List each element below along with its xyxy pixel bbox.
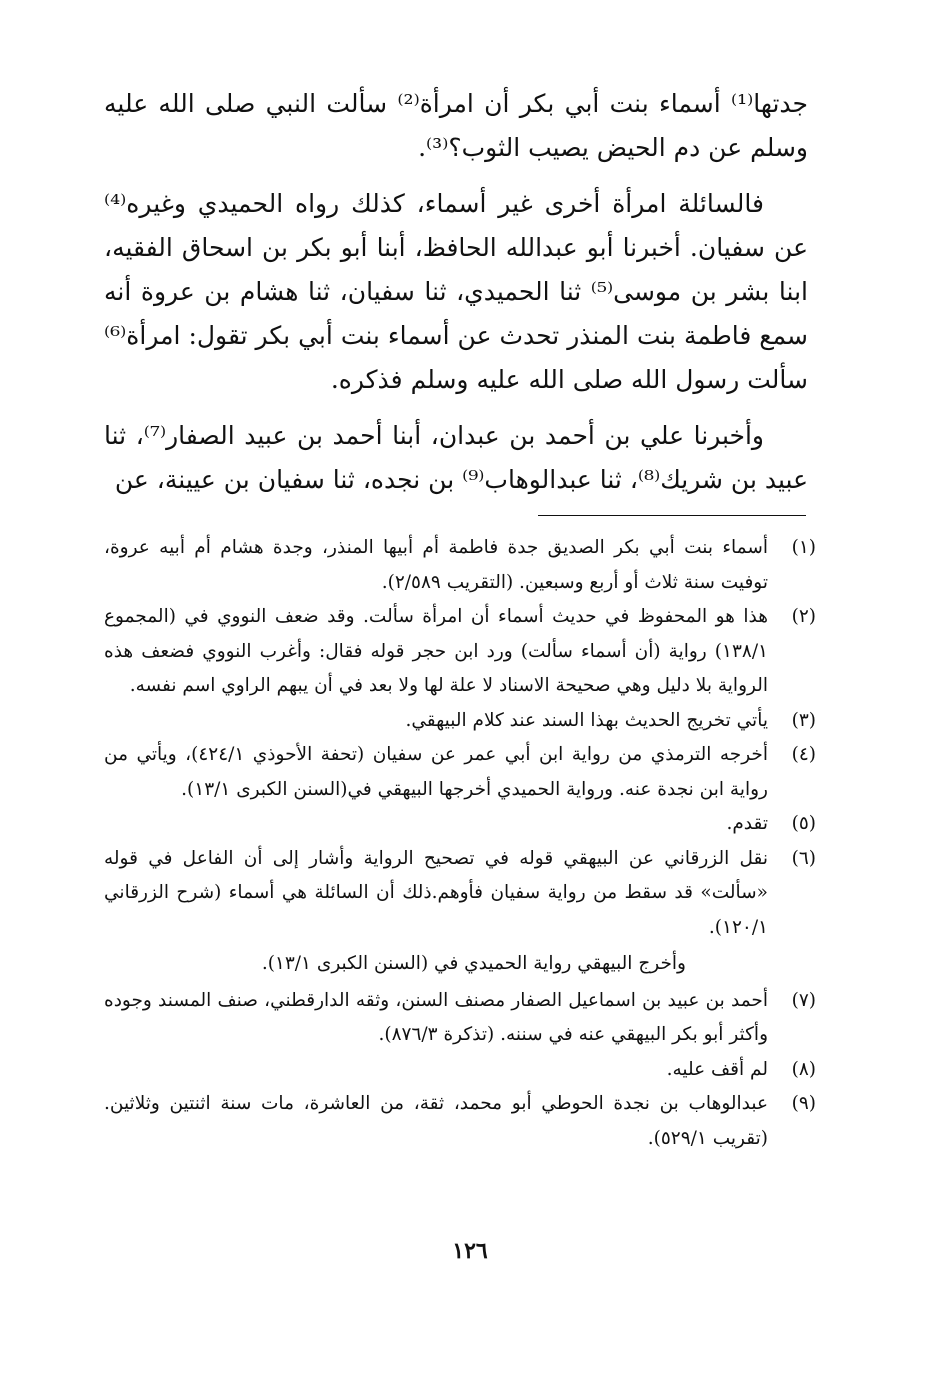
footnote <box>104 842 816 946</box>
footnote <box>104 600 816 704</box>
footnote-divider <box>538 515 806 516</box>
footnotes <box>104 531 816 1156</box>
paragraph-1: جدتها⁽¹⁾ أسماء بنت أبي بكر أن امرأة⁽²⁾ سألت النبي صلى الله عليه وسلم عن دم الحيض يصيب الثوب؟⁽³⁾. <box>104 89 808 162</box>
footnote-number: (٩) <box>791 1093 816 1114</box>
footnote <box>104 1087 816 1156</box>
footnote-number: (٤) <box>791 744 816 765</box>
footnote-continuation: وأخرج البيهقي رواية الحميدي في (السنن الكبرى ١٣/١). <box>261 953 686 974</box>
footnote-number: (٨) <box>791 1058 816 1080</box>
footnote-text: عبدالوهاب بن نجدة الحوطي أبو محمد، ثقة، من العاشرة، مات سنة اثنتين وثلاثين. (تقريب ٥٢٩/١). <box>104 1093 768 1149</box>
footnote-text: نقل الزرقاني عن البيهقي قوله في تصحيح الرواية وأشار إلى أن الفاعل في قوله «سألت» قد سقط من رواية سفيان فأوهم.ذلك أن السائلة هي أسماء (شرح الزرقاني ١٢٠/١). <box>104 847 768 938</box>
footnote <box>104 531 816 600</box>
footnote-number: (٢) <box>791 606 816 627</box>
footnote-text: هذا هو المحفوظ في حديث أسماء أن امرأة سألت. وقد ضعف النووي في (المجموع ١٣٨/١) رواية (أن أسماء سألت) ورد ابن حجر قوله فقال: وأغرب النووي فضعف هذه الرواية بلا دليل وهي صحيحة الاسناد لا علة لها ولا بعد في أن يبهم الراوي اسم نفسه. <box>104 606 768 696</box>
main-text <box>104 82 808 514</box>
footnote-number: (٣) <box>791 709 816 731</box>
footnote-text: يأتي تخريج الحديث بهذا السند عند كلام البيهقي. <box>405 709 768 731</box>
footnote-text: أخرجه الترمذي من رواية ابن أبي عمر عن سفيان (تحفة الأحوذي ٤٢٤/١)، ويأتي من رواية ابن نجدة عنه. ورواية الحميدي أخرجها البيهقي في(السنن الكبرى ١٣/١). <box>104 744 768 800</box>
footnote <box>104 738 816 807</box>
paragraph-3: وأخبرنا علي بن أحمد بن عبدان، أبنا أحمد بن عبيد الصفار⁽⁷⁾، ثنا عبيد بن شريك⁽⁸⁾، ثنا عبدالوهاب⁽⁹⁾ بن نجده، ثنا سفيان بن عيينة، عن <box>104 421 808 494</box>
page-number: ١٢٦ <box>452 1238 488 1264</box>
footnote-number: (٧) <box>791 989 816 1011</box>
footnote-text: تقدم. <box>726 813 768 834</box>
footnote <box>104 1053 816 1088</box>
footnote <box>104 807 816 842</box>
footnote-number: (١) <box>791 537 816 558</box>
footnote <box>104 704 816 739</box>
footnote-number: (٦) <box>791 847 816 869</box>
footnote-number: (٥) <box>791 813 816 834</box>
footnote-text: لم أقف عليه. <box>666 1058 768 1080</box>
footnote-text: أسماء بنت أبي بكر الصديق جدة فاطمة أم أبيها المنذر، وجدة هشام أم أبيه عروة، توفيت سنة ثلاث أو أربع وسبعين. (التقريب ٢/٥٨٩). <box>104 537 768 593</box>
footnote <box>104 984 816 1053</box>
paragraph-2: فالسائلة امرأة أخرى غير أسماء، كذلك رواه الحميدي وغيره⁽⁴⁾ عن سفيان. أخبرنا أبو عبدالله الحافظ، أبنا أبو بكر بن اسحاق الفقيه، ابنا بشر بن موسى⁽⁵⁾ ثنا الحميدي، ثنا سفيان، ثنا هشام بن عروة أنه سمع فاطمة بنت المنذر تحدث عن أسماء بنت أبي بكر تقول: امرأة⁽⁶⁾ سألت رسول الله صلى الله عليه وسلم فذكره. <box>104 189 808 394</box>
footnote-text: أحمد بن عبيد بن اسماعيل الصفار مصنف السنن، وثقه الدارقطني، صنف المسند وجوده وأكثر أبو بكر البيهقي عنه في سننه. (تذكرة ٨٧٦/٣). <box>104 989 768 1045</box>
